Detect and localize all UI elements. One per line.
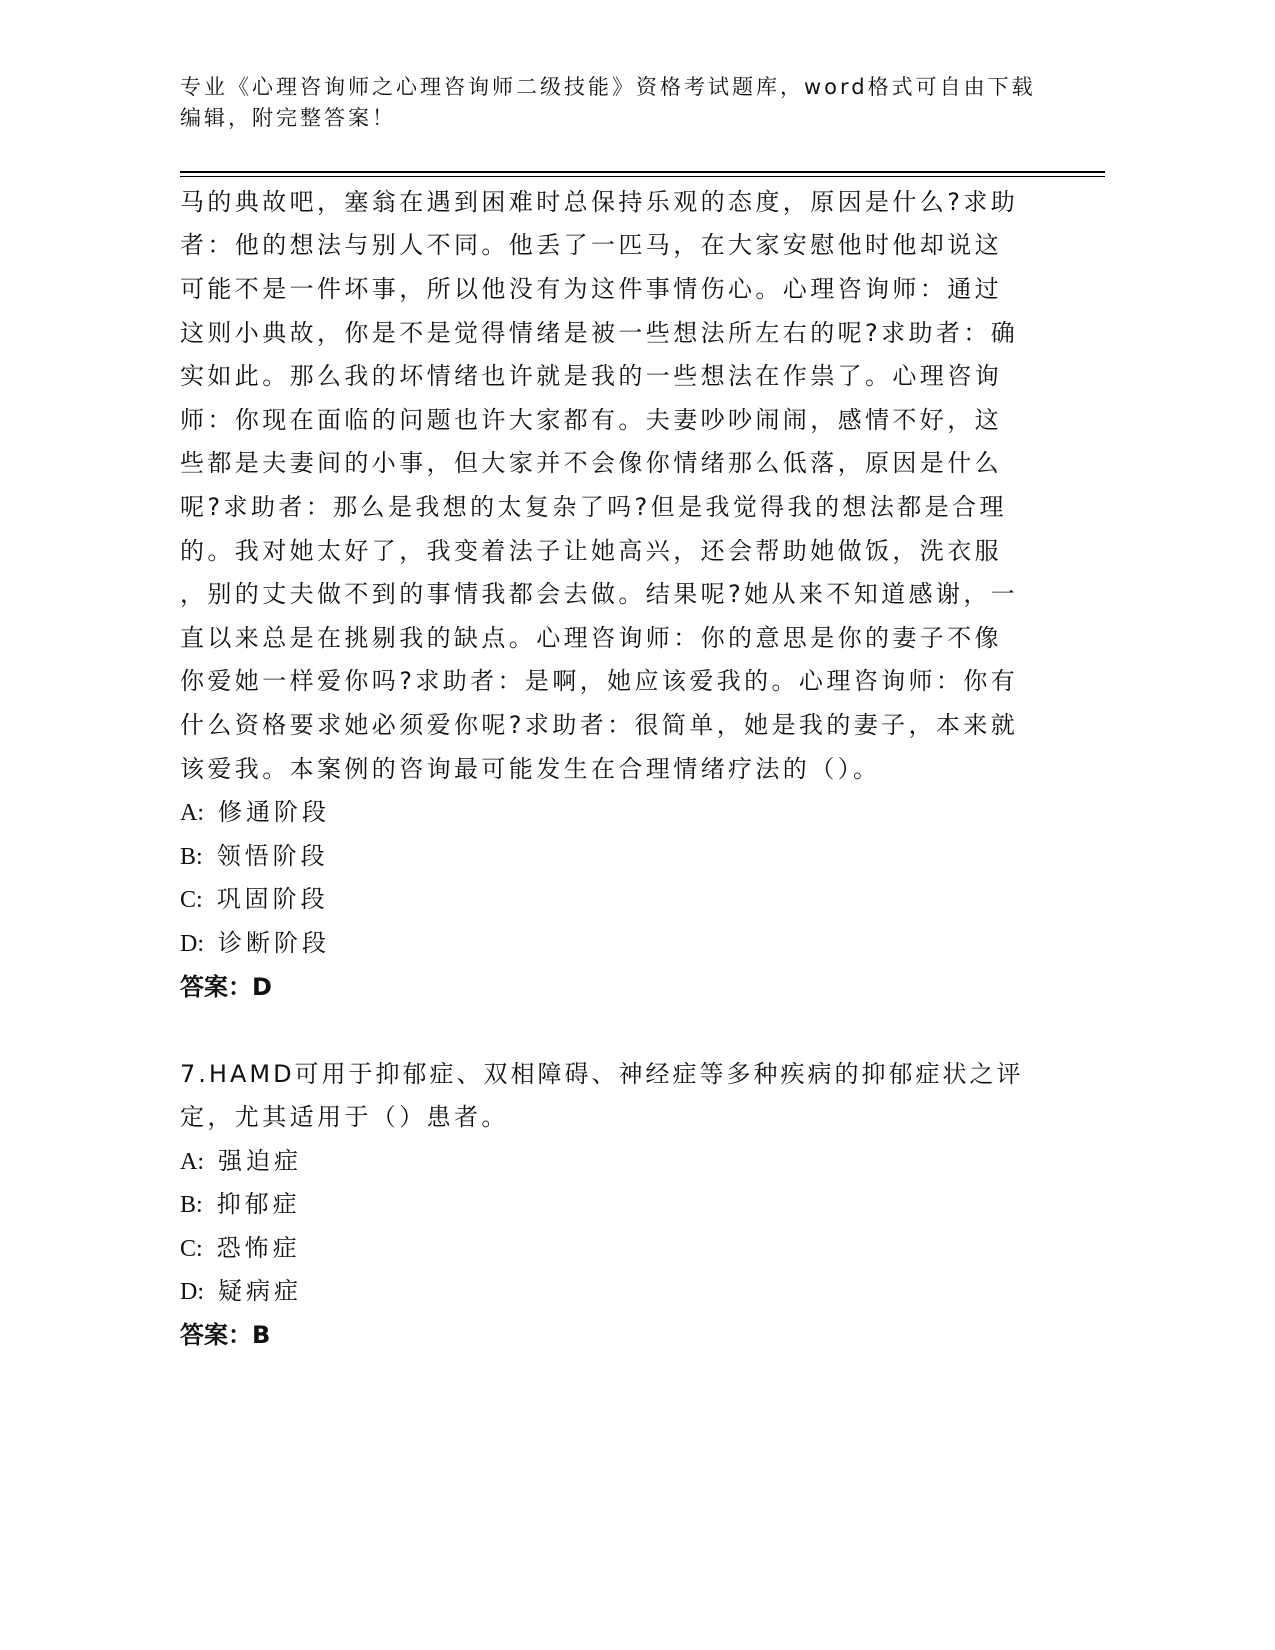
header-rule-thick <box>180 171 1105 173</box>
question-text-line: 什么资格要求她必须爱你呢?求助者：很简单，她是我的妻子，本来就 <box>180 711 1019 739</box>
option-a <box>180 1149 302 1174</box>
question-text-line: 呢?求助者：那么是我想的太复杂了吗?但是我觉得我的想法都是合理 <box>180 493 1007 521</box>
option-b <box>180 1192 301 1217</box>
option-text: 强迫症 <box>218 1147 302 1175</box>
option-c <box>180 1236 301 1261</box>
option-a <box>180 800 330 825</box>
question-text-line: 你爱她一样爱你吗?求助者：是啊，她应该爱我的。心理咨询师：你有 <box>180 667 1019 695</box>
option-key: D: <box>180 931 204 957</box>
option-key: A: <box>180 800 204 826</box>
option-text: 领悟阶段 <box>216 842 329 870</box>
option-text: 恐怖症 <box>216 1234 301 1262</box>
question-text-line: 者：他的想法与别人不同。他丢了一匹马，在大家安慰他时他却说这 <box>180 231 1002 259</box>
option-key: C: <box>180 1236 203 1262</box>
question-text-line: 可能不是一件坏事，所以他没有为这件事情伤心。心理咨询师：通过 <box>180 275 1002 303</box>
option-text: 诊断阶段 <box>218 929 330 957</box>
option-text: 抑郁症 <box>216 1190 301 1218</box>
question-text-line: 这则小典故，你是不是觉得情绪是被一些想法所左右的呢?求助者：确 <box>180 319 1019 347</box>
question-text-line: 实如此。那么我的坏情绪也许就是我的一些想法在作祟了。心理咨询 <box>180 362 1002 390</box>
option-key: C: <box>180 887 203 913</box>
question-text-line: 定，尤其适用于（）患者。 <box>180 1103 509 1131</box>
header-line-1: 专业《心理咨询师之心理咨询师二级技能》资格考试题库，word格式可自由下载 <box>180 75 1036 99</box>
header-line-2: 编辑，附完整答案！ <box>180 106 396 130</box>
option-key: B: <box>180 844 203 870</box>
option-text: 修通阶段 <box>218 798 330 826</box>
option-key: D: <box>180 1279 204 1305</box>
question-text-line: 师：你现在面临的问题也许大家都有。夫妻吵吵闹闹，感情不好，这 <box>180 406 1002 434</box>
option-text: 巩固阶段 <box>216 885 329 913</box>
question-text-line: 该爱我。本案例的咨询最可能发生在合理情绪疗法的（）。 <box>180 755 881 783</box>
answer: 答案：B <box>180 1321 271 1349</box>
question-text-line: 7.HAMD可用于抑郁症、双相障碍、神经症等多种疾病的抑郁症状之评 <box>180 1060 1024 1088</box>
question-text-line: 直以来总是在挑剔我的缺点。心理咨询师：你的意思是你的妻子不像 <box>180 624 1002 652</box>
option-d <box>180 1279 302 1304</box>
header-rule-thin <box>180 176 1105 177</box>
option-c <box>180 887 329 912</box>
option-text: 疑病症 <box>218 1277 302 1305</box>
question-text-line: ，别的丈夫做不到的事情我都会去做。结果呢?她从来不知道感谢，一 <box>180 580 1019 608</box>
option-key: A: <box>180 1149 204 1175</box>
option-key: B: <box>180 1192 203 1218</box>
question-text-line: 马的典故吧，塞翁在遇到困难时总保持乐观的态度，原因是什么?求助 <box>180 188 1019 216</box>
question-text-line: 些都是夫妻间的小事，但大家并不会像你情绪那么低落，原因是什么 <box>180 449 1002 477</box>
option-b <box>180 844 329 869</box>
option-d <box>180 931 330 956</box>
answer: 答案：D <box>180 973 272 1001</box>
question-text-line: 的。我对她太好了，我变着法子让她高兴，还会帮助她做饭，洗衣服 <box>180 537 1002 565</box>
